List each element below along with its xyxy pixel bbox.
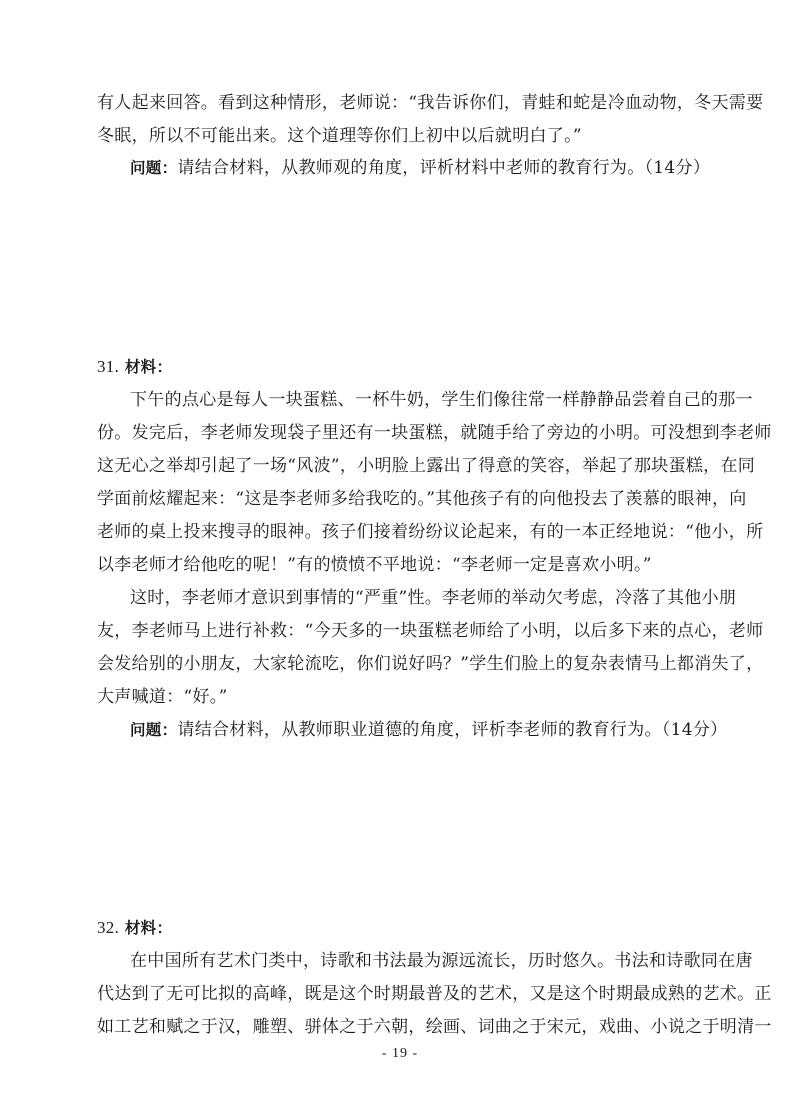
question-32-header: [97, 917, 707, 939]
text-line: 大声喊道：“好。”: [97, 687, 228, 707]
question-31-header: [97, 356, 707, 378]
text-line: 代达到了无可比拟的高峰，既是这个时期最普及的艺术，又是这个时期最成熟的艺术。正: [97, 984, 772, 1004]
question-30: [130, 157, 711, 179]
question-number: 32.: [97, 918, 120, 937]
text-line: 这无心之举却引起了一场“风波”，小明脸上露出了得意的笑容，举起了那块蛋糕，在同: [97, 456, 756, 476]
text-line: 冬眠，所以不可能出来。这个道理等你们上初中以后就明白了。”: [97, 126, 582, 146]
text-line: 这时，李老师才意识到事情的“严重”性。李老师的举动欠考虑，冷落了其他小朋: [130, 588, 737, 608]
question-label: 问题：: [130, 159, 178, 177]
question-text: 请结合材料，从教师职业道德的角度，评析李老师的教育行为。（14分）: [177, 720, 728, 740]
question-label: 问题：: [130, 721, 178, 739]
text-line: 如工艺和赋之于汉，雕塑、骈体之于六朝，绘画、词曲之于宋元，戏曲、小说之于明清一: [97, 1017, 772, 1037]
page-number: - 19 -: [381, 1046, 419, 1061]
text-line: 以李老师才给他吃的呢！”有的愤愤不平地说：“李老师一定是喜欢小明。”: [97, 555, 652, 575]
text-line: 会发给别的小朋友，大家轮流吃，你们说好吗？”学生们脸上的复杂表情马上都消失了，: [97, 654, 764, 674]
text-line: 友，李老师马上进行补救：“今天多的一块蛋糕老师给了小明，以后多下来的点心，老师: [97, 621, 764, 641]
text-line: 老师的桌上投来搜寻的眼神。孩子们接着纷纷议论起来，有的一本正经地说：“他小，所: [97, 522, 764, 542]
text-line: 有人起来回答。看到这种情形，老师说：“我告诉你们，青蛙和蛇是冷血动物，冬天需要: [97, 93, 764, 113]
text-line: 学面前炫耀起来：“这是李老师多给我吃的。”其他孩子有的向他投去了羡慕的眼神，向: [97, 489, 747, 509]
material-label: 材料：: [124, 919, 173, 937]
question-text: 请结合材料，从教师观的角度，评析材料中老师的教育行为。（14分）: [177, 158, 711, 178]
question-number: 31.: [97, 357, 120, 376]
text-line: 在中国所有艺术门类中，诗歌和书法最为源远流长，历时悠久。书法和诗歌同在唐: [130, 951, 753, 971]
material-label: 材料：: [124, 358, 173, 376]
question-31: [130, 719, 728, 741]
text-line: 下午的点心是每人一块蛋糕、一杯牛奶，学生们像往常一样静静品尝着自己的那一: [130, 390, 753, 410]
text-line: 份。发完后，李老师发现袋子里还有一块蛋糕，就随手给了旁边的小明。可没想到李老师: [97, 423, 772, 443]
